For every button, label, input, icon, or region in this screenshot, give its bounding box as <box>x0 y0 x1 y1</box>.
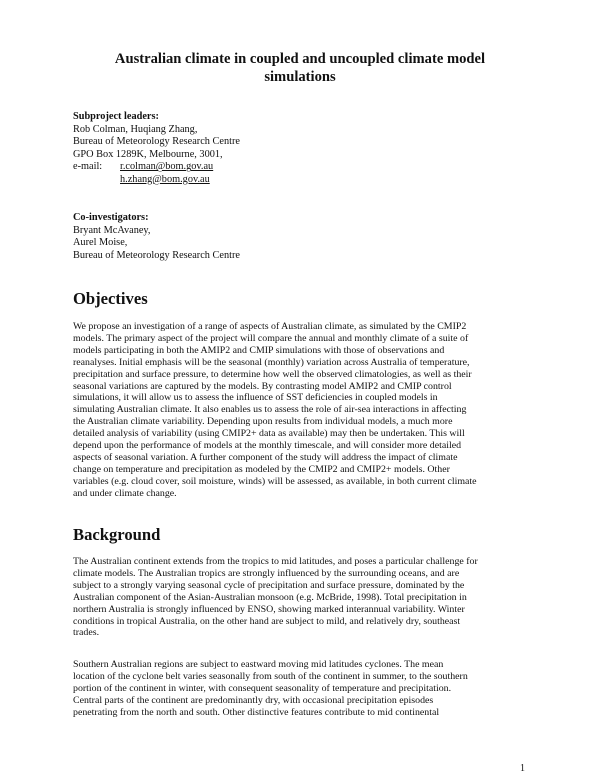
text-line: models. The primary aspect of the project will compare the annual and monthly climate of a suite of <box>73 332 469 344</box>
text-line: climate models. The Australian tropics are strongly influenced by the surrounding oceans, and are <box>73 567 460 579</box>
subproject-line: Rob Colman, Huqiang Zhang, <box>73 123 198 135</box>
coinvestigators-block <box>73 212 543 262</box>
objectives-paragraph <box>73 321 548 500</box>
title-line: simulations <box>264 69 336 85</box>
text-line: depend upon the performance of models at the monthly timescale, and will consider more detailed <box>73 440 462 452</box>
text-line: Australian component of the Asian-Australian monsoon (e.g. McBride, 1998). Total precipitation in <box>73 591 467 603</box>
text-line: precipitation and surface pressure, to determine how well the observed climatologies, as well as their <box>73 368 472 380</box>
subproject-line: GPO Box 1289K, Melbourne, 3001, <box>73 148 223 160</box>
text-line: reanalyses. Initial emphasis will be the seasonal (monthly) variation across Australia of temperature, <box>73 356 470 368</box>
email-row <box>73 174 543 187</box>
title-line: Australian climate in coupled and uncoupled climate model <box>114 51 486 67</box>
email-link-colman[interactable]: r.colman@bom.gov.au <box>120 161 214 173</box>
text-line: location of the cyclone belt varies seasonally from south of the continent in summer, to the southern <box>73 670 468 682</box>
text-line: conditions in tropical Australia, on the other hand are subject to mild, and relatively dry, southeast <box>73 615 461 627</box>
background-paragraph-2 <box>73 659 548 719</box>
coinvestigator-line: Bryant McAvaney, <box>73 224 151 236</box>
email-link-zhang[interactable]: h.zhang@bom.gov.au <box>120 173 210 185</box>
background-paragraph-1 <box>73 556 548 639</box>
subproject-leaders-heading: Subproject leaders: <box>73 111 159 122</box>
text-line: the Australian climate variability. Depending upon results from individual models, a much more <box>73 416 453 428</box>
text-line: and under climate change. <box>73 487 177 499</box>
text-line: change on temperature and precipitation as modeled by the CMIP2 and CMIP2+ models. Other <box>73 463 450 475</box>
text-line: subject to a strongly varying seasonal cycle of precipitation and surface pressure, dominated by the <box>73 579 465 591</box>
text-line: trades. <box>73 627 100 639</box>
coinvestigator-line: Aurel Moise, <box>73 237 128 249</box>
text-line: Southern Australian regions are subject to eastward moving mid latitudes cyclones. The mean <box>73 659 444 670</box>
objectives-heading: Objectives <box>73 289 148 308</box>
subproject-leaders-block <box>73 111 543 187</box>
text-line: simulating Australian climate. It also enables us to assess the role of air-sea interactions in affecting <box>73 404 467 416</box>
text-line: detailed analysis of variability (using CMIP2+ data as available) may then be undertaken. This will <box>73 428 465 440</box>
text-line: portion of the continent in winter, with consequent seasonality of temperature and precipitation. <box>73 682 452 694</box>
text-line: simulations, it will allow us to assess the influence of SST deficiencies in coupled models in <box>73 392 438 404</box>
document-title <box>60 50 540 86</box>
subproject-line: Bureau of Meteorology Research Centre <box>73 136 240 148</box>
coinvestigator-line: Bureau of Meteorology Research Centre <box>73 249 240 261</box>
text-line: northern Australia is strongly influenced by ENSO, showing marked interannual variability. Winter <box>73 603 465 615</box>
text-line: aspects of seasonal variation. A further component of the study will address the impact of climate <box>73 451 458 463</box>
text-line: penetrating from the north and south. Other distinctive features contribute to mid continental <box>73 706 440 718</box>
text-line: We propose an investigation of a range of aspects of Australian climate, as simulated by the CMIP2 <box>73 321 467 332</box>
background-heading: Background <box>73 525 161 544</box>
text-line: variables (e.g. cloud cover, soil moisture, winds) will be assessed, as available, in both current climate <box>73 475 477 487</box>
page-number: 1 <box>520 763 525 774</box>
coinvestigators-heading: Co-investigators: <box>73 212 149 223</box>
text-line: The Australian continent extends from the tropics to mid latitudes, and poses a particular challenge for <box>73 556 478 567</box>
email-label: e-mail: <box>73 161 103 173</box>
text-line: models participating in both the AMIP2 and CMIP simulations with those of observations and <box>73 344 445 356</box>
text-line: Central parts of the continent are predominantly dry, with occasional precipitation episodes <box>73 694 434 706</box>
text-line: seasonal variations are captured by the models. By contrasting model AMIP2 and CMIP control <box>73 380 452 392</box>
email-row <box>73 161 543 174</box>
